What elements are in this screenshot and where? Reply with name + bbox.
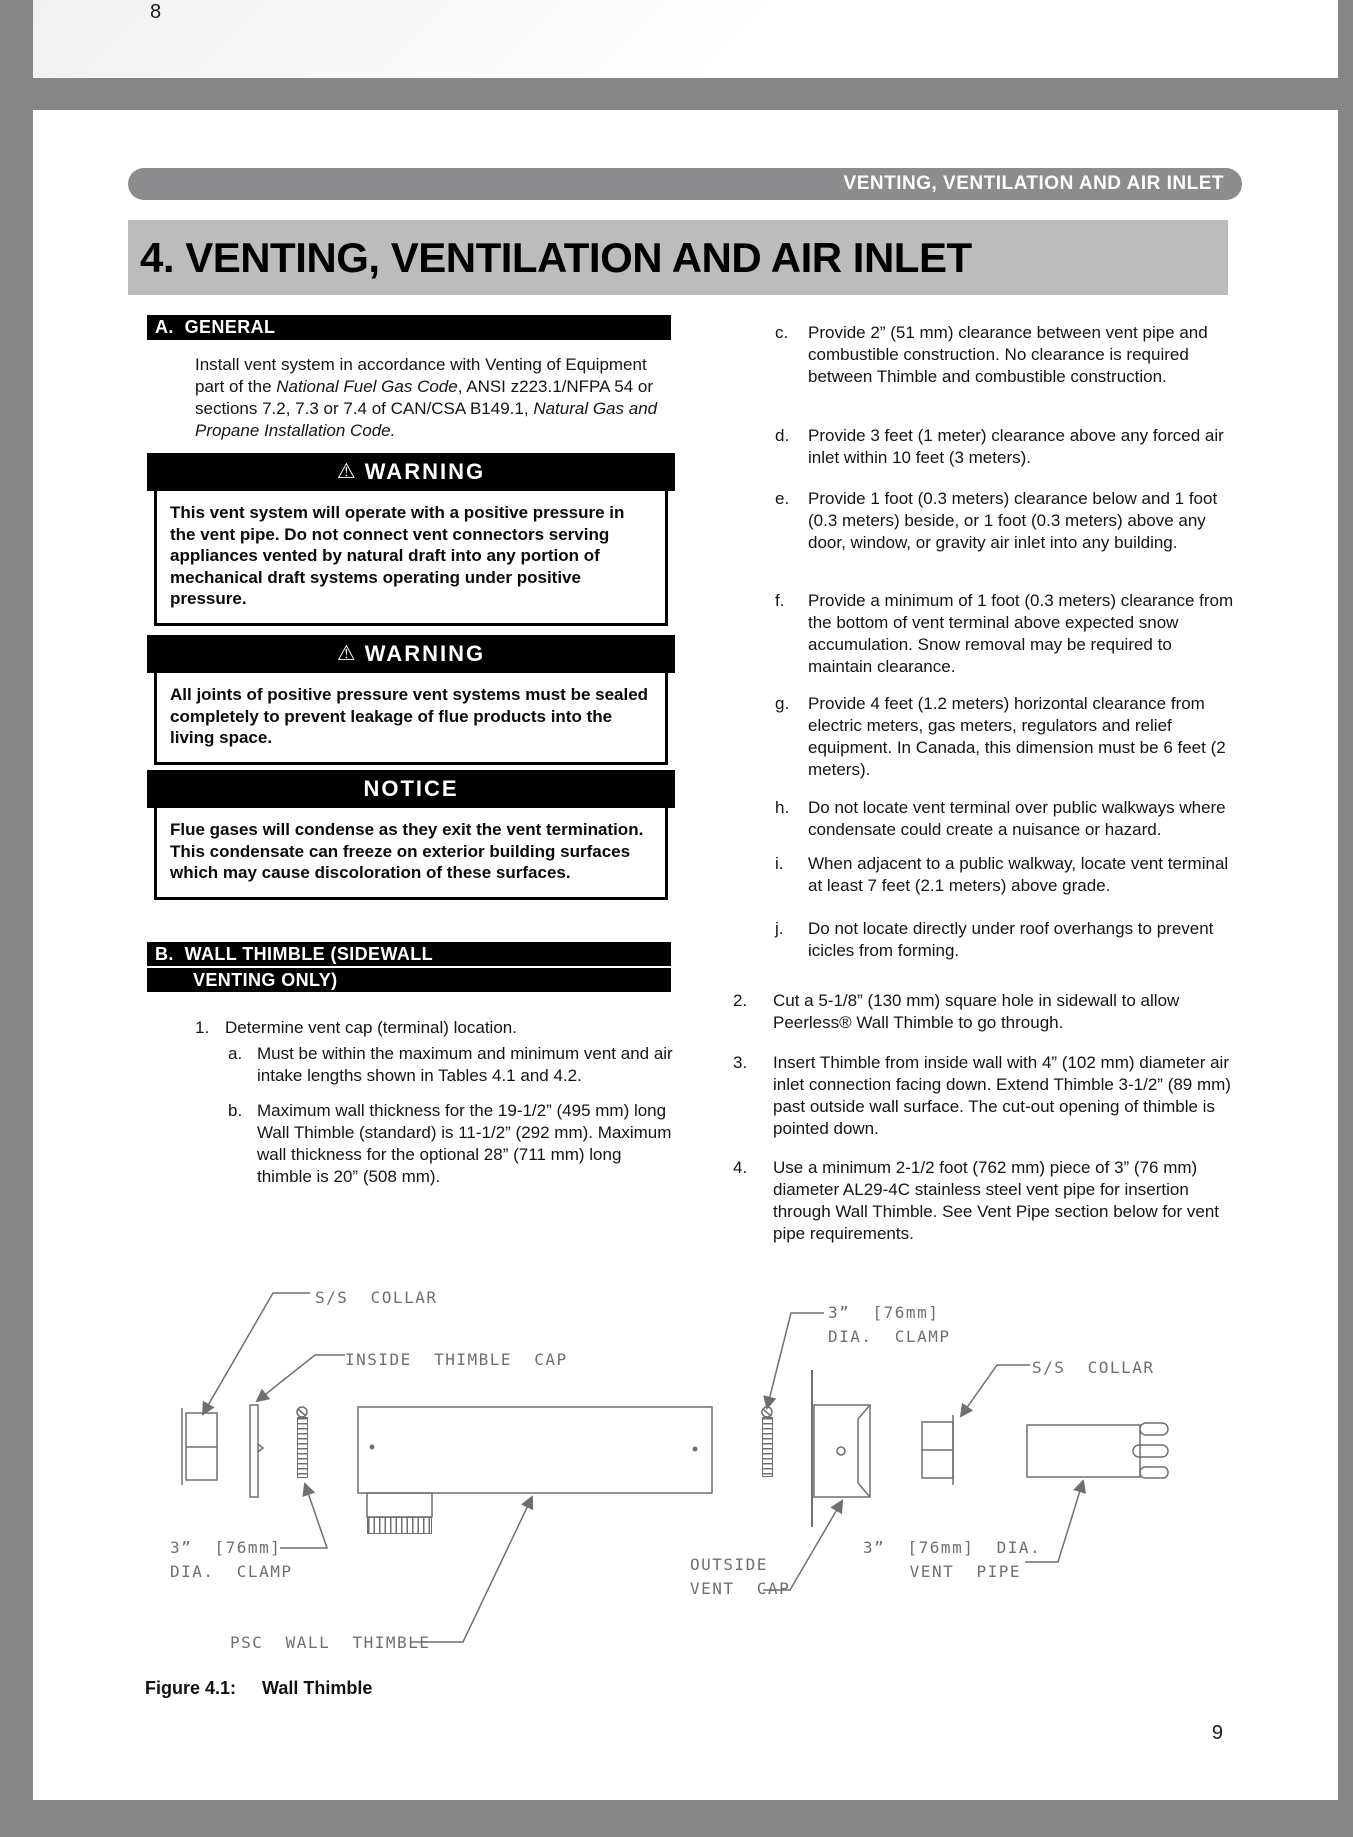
document-page: [33, 110, 1338, 1800]
figure-caption-text: Wall Thimble: [262, 1678, 373, 1698]
list-item-e: [775, 488, 1237, 554]
intro-text-1: Install vent system in accordance with Venting of Equipment part of the: [195, 355, 647, 396]
section-b-heading-line1: B. WALL THIMBLE (SIDEWALL: [147, 942, 671, 966]
list-item-1: [195, 1017, 673, 1039]
label-ss-collar-right: S/S COLLAR: [1032, 1358, 1155, 1377]
list-text: Provide 4 feet (1.2 meters) horizontal clearance from electric meters, gas meters, regulators and relief equipment. In Canada, this dimension must be 6 feet (2 meters).: [808, 694, 1226, 779]
list-marker: a.: [228, 1044, 243, 1063]
figure-caption-label: Figure 4.1:: [145, 1678, 237, 1698]
label-outside-vent-cap: [690, 1553, 790, 1601]
figure-caption: [145, 1678, 372, 1699]
list-item-f: [775, 590, 1237, 678]
list-marker: b.: [228, 1101, 243, 1120]
list-marker: 2.: [733, 991, 748, 1010]
list-item-b: [228, 1100, 673, 1188]
running-header-bar: VENTING, VENTILATION AND AIR INLET: [128, 168, 1242, 200]
intro-italic-1: National Fuel Gas Code: [276, 377, 458, 396]
label-clamp-left: [170, 1536, 292, 1584]
list-text: Must be within the maximum and minimum vent and air intake lengths shown in Tables 4.1 and 4.2.: [257, 1044, 673, 1085]
page-number: 9: [1211, 1722, 1223, 1744]
intro-italic-2: Natural Gas and Propane Installation Code.: [195, 399, 658, 440]
list-text: Provide a minimum of 1 foot (0.3 meters) clearance from the bottom of vent terminal above expected snow accumulation. Snow removal may be required to maintain clearance.: [808, 591, 1234, 676]
warning-header: [147, 453, 675, 491]
list-item-4: [733, 1157, 1233, 1245]
hose-clamp-left: [297, 1417, 308, 1478]
hose-clamp-right: [762, 1417, 773, 1477]
list-text: When adjacent to a public walkway, locate vent terminal at least 7 feet (2.1 meters) above grade.: [808, 854, 1229, 895]
label-clamp-right: [828, 1301, 950, 1349]
list-marker: f.: [775, 591, 785, 610]
thimble-louver: [367, 1517, 432, 1534]
warning-triangle-icon: ⚠: [336, 459, 356, 483]
section-b-heading-line2: VENTING ONLY): [147, 968, 671, 992]
list-item-a: [228, 1043, 673, 1087]
list-item-d: [775, 425, 1237, 469]
intro-text-2: , ANSI z223.1/NFPA 54 or sections 7.2, 7.3 or 7.4 of CAN/CSA B149.1,: [195, 377, 654, 418]
list-marker: c.: [775, 323, 789, 342]
list-marker: e.: [775, 489, 790, 508]
list-marker: g.: [775, 694, 790, 713]
warning-body: This vent system will operate with a positive pressure in the vent pipe. Do not connect vent connectors serving appliances vented by natural draft into any portion of mechanical draft systems operating under positive pressure.: [154, 491, 668, 626]
list-item-j: [775, 918, 1237, 962]
list-marker: j.: [775, 919, 784, 938]
previous-page-remnant: [33, 0, 1338, 78]
label-line: 3” [76mm]: [828, 1303, 940, 1322]
list-item-h: [775, 797, 1237, 841]
label-psc-wall-thimble: PSC WALL THIMBLE: [230, 1633, 431, 1652]
warning-triangle-icon: ⚠: [336, 641, 356, 665]
list-text: Provide 2” (51 mm) clearance between vent pipe and combustible construction. No clearance is required between Thimble and combustible construction.: [808, 323, 1208, 386]
notice-title: NOTICE: [363, 776, 459, 801]
page-title: 4. VENTING, VENTILATION AND AIR INLET: [128, 220, 1228, 295]
list-item-i: [775, 853, 1237, 897]
label-ss-collar-left: S/S COLLAR: [315, 1288, 438, 1307]
list-text: Use a minimum 2-1/2 foot (762 mm) piece of 3” (76 mm) diameter AL29-4C stainless steel vent pipe for insertion through Wall Thimble. See Vent Pipe section below for vent pipe requirements.: [773, 1158, 1220, 1243]
warning-box-2: [147, 635, 675, 765]
label-line: 3” [76mm]: [170, 1538, 282, 1557]
warning-box-1: [147, 453, 675, 626]
list-marker: i.: [775, 854, 784, 873]
notice-header: [147, 770, 675, 808]
intro-paragraph: [195, 354, 675, 442]
warning-title: WARNING: [364, 459, 486, 484]
label-inside-thimble-cap: INSIDE THIMBLE CAP: [345, 1350, 568, 1369]
list-marker: 4.: [733, 1158, 748, 1177]
list-text: Determine vent cap (terminal) location.: [225, 1018, 517, 1037]
list-marker: d.: [775, 426, 790, 445]
list-text: Provide 3 feet (1 meter) clearance above any forced air inlet within 10 feet (3 meters).: [808, 426, 1224, 467]
label-line: 3” [76mm] DIA.: [863, 1538, 1042, 1557]
notice-body: Flue gases will condense as they exit the vent termination. This condensate can freeze on exterior building surfaces which may cause discoloration of these surfaces.: [154, 808, 668, 900]
label-line: VENT CAP: [690, 1579, 791, 1598]
list-item-g: [775, 693, 1237, 781]
list-item-c: [775, 322, 1237, 388]
label-line: DIA. CLAMP: [170, 1562, 293, 1581]
list-marker: 1.: [195, 1018, 210, 1037]
list-item-3: [733, 1052, 1233, 1140]
list-text: Cut a 5-1/8” (130 mm) square hole in sidewall to allow Peerless® Wall Thimble to go through.: [773, 991, 1180, 1032]
section-a-heading: A. GENERAL: [147, 315, 671, 340]
label-vent-pipe: [863, 1536, 1042, 1584]
list-text: Do not locate vent terminal over public walkways where condensate could create a nuisance or hazard.: [808, 798, 1226, 839]
label-line: VENT PIPE: [909, 1562, 1021, 1581]
notice-box: [147, 770, 675, 900]
warning-header: [147, 635, 675, 673]
warning-body: All joints of positive pressure vent systems must be sealed completely to prevent leakage of flue products into the living space.: [154, 673, 668, 765]
list-text: Provide 1 foot (0.3 meters) clearance below and 1 foot (0.3 meters) beside, or 1 foot (0.3 meters) above any door, window, or gravity air inlet into any building.: [808, 489, 1218, 552]
label-line: DIA. CLAMP: [828, 1327, 951, 1346]
list-item-2: [733, 990, 1233, 1034]
list-text: Maximum wall thickness for the 19-1/2” (495 mm) long Wall Thimble (standard) is 11-1/2” (292 mm). Maximum wall thickness for the optional 28” (711 mm) long thimble is 20” (508 mm).: [257, 1101, 672, 1186]
list-marker: 3.: [733, 1053, 748, 1072]
list-text: Do not locate directly under roof overhangs to prevent icicles from forming.: [808, 919, 1214, 960]
list-marker: h.: [775, 798, 790, 817]
list-text: Insert Thimble from inside wall with 4” (102 mm) diameter air inlet connection facing down. Extend Thimble 3-1/2” (89 mm) past outside wall surface. The cut-out opening of thimble is pointed down.: [773, 1053, 1231, 1138]
previous-page-number: 8: [150, 1, 162, 23]
label-line: OUTSIDE: [690, 1555, 768, 1574]
warning-title: WARNING: [364, 641, 486, 666]
